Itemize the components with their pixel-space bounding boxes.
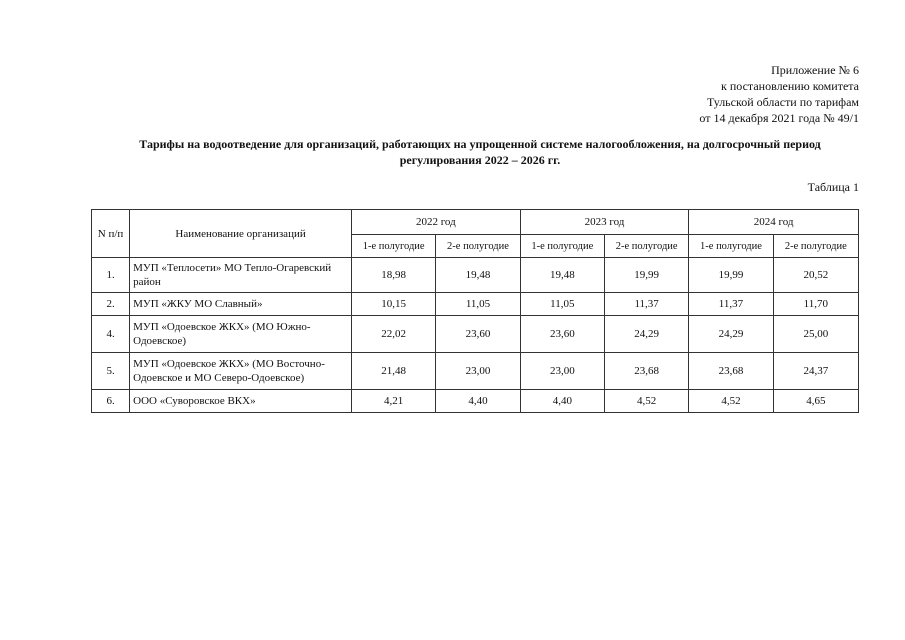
row-number: 1.	[92, 258, 130, 293]
tariff-value: 18,98	[352, 258, 436, 293]
header-half: 2-е полугодие	[436, 235, 520, 258]
table-row	[92, 258, 859, 293]
tariff-value: 11,70	[773, 293, 858, 316]
header-half: 1-е полугодие	[520, 235, 604, 258]
appendix-line: от 14 декабря 2021 года № 49/1	[699, 111, 859, 125]
document-title	[70, 136, 890, 168]
tariff-value: 23,60	[520, 316, 604, 353]
tariff-value: 19,99	[604, 258, 688, 293]
header-organization: Наименование организаций	[130, 210, 352, 258]
tariff-value: 23,68	[604, 353, 688, 390]
tariff-value: 21,48	[352, 353, 436, 390]
header-half: 1-е полугодие	[352, 235, 436, 258]
row-number: 2.	[92, 293, 130, 316]
tariff-value: 11,37	[604, 293, 688, 316]
tariff-value: 11,05	[520, 293, 604, 316]
row-number: 5.	[92, 353, 130, 390]
tariff-value: 22,02	[352, 316, 436, 353]
tariff-value: 23,00	[520, 353, 604, 390]
tariff-value: 23,68	[689, 353, 773, 390]
tariff-value: 4,52	[689, 390, 773, 413]
header-year: 2023 год	[520, 210, 689, 235]
table-row	[92, 390, 859, 413]
appendix-block	[699, 62, 859, 126]
organization-name: МУП «Одоевское ЖКХ» (МО Восточно-Одоевское и МО Северо-Одоевское)	[130, 353, 352, 390]
header-row-years	[92, 210, 859, 235]
appendix-line: к постановлению комитета	[721, 79, 859, 93]
tariff-value: 19,99	[689, 258, 773, 293]
table-caption: Таблица 1	[807, 180, 859, 194]
tariffs-table	[91, 209, 859, 413]
document-title-line: регулирования 2022 – 2026 гг.	[399, 153, 561, 167]
tariff-value: 4,21	[352, 390, 436, 413]
appendix-line: Тульской области по тарифам	[706, 95, 859, 109]
organization-name: МУП «ЖКУ МО Славный»	[130, 293, 352, 316]
tariff-value: 10,15	[352, 293, 436, 316]
header-year: 2024 год	[689, 210, 859, 235]
tariff-value: 24,37	[773, 353, 858, 390]
tariff-value: 24,29	[689, 316, 773, 353]
table-row	[92, 293, 859, 316]
tariff-value: 19,48	[520, 258, 604, 293]
header-year: 2022 год	[352, 210, 521, 235]
tariff-value: 19,48	[436, 258, 520, 293]
organization-name: МУП «Одоевское ЖКХ» (МО Южно-Одоевское)	[130, 316, 352, 353]
tariff-value: 4,40	[436, 390, 520, 413]
appendix-line: Приложение № 6	[771, 63, 859, 77]
header-half: 2-е полугодие	[773, 235, 858, 258]
header-half: 1-е полугодие	[689, 235, 773, 258]
row-number: 6.	[92, 390, 130, 413]
organization-name: ООО «Суворовское ВКХ»	[130, 390, 352, 413]
organization-name: МУП «Теплосети» МО Тепло-Огаревский район	[130, 258, 352, 293]
tariff-value: 4,40	[520, 390, 604, 413]
table-row	[92, 353, 859, 390]
header-half: 2-е полугодие	[604, 235, 688, 258]
tariff-value: 11,05	[436, 293, 520, 316]
tariff-value: 23,60	[436, 316, 520, 353]
tariff-value: 11,37	[689, 293, 773, 316]
document-title-line: Тарифы на водоотведение для организаций, работающих на упрощенной системе налогообложения, на долгосрочный период	[139, 137, 821, 151]
tariff-value: 23,00	[436, 353, 520, 390]
tariff-value: 4,65	[773, 390, 858, 413]
tariff-value: 20,52	[773, 258, 858, 293]
tariff-value: 25,00	[773, 316, 858, 353]
tariff-value: 4,52	[604, 390, 688, 413]
row-number: 4.	[92, 316, 130, 353]
header-number: N п/п	[92, 210, 130, 258]
tariff-value: 24,29	[604, 316, 688, 353]
table-row	[92, 316, 859, 353]
